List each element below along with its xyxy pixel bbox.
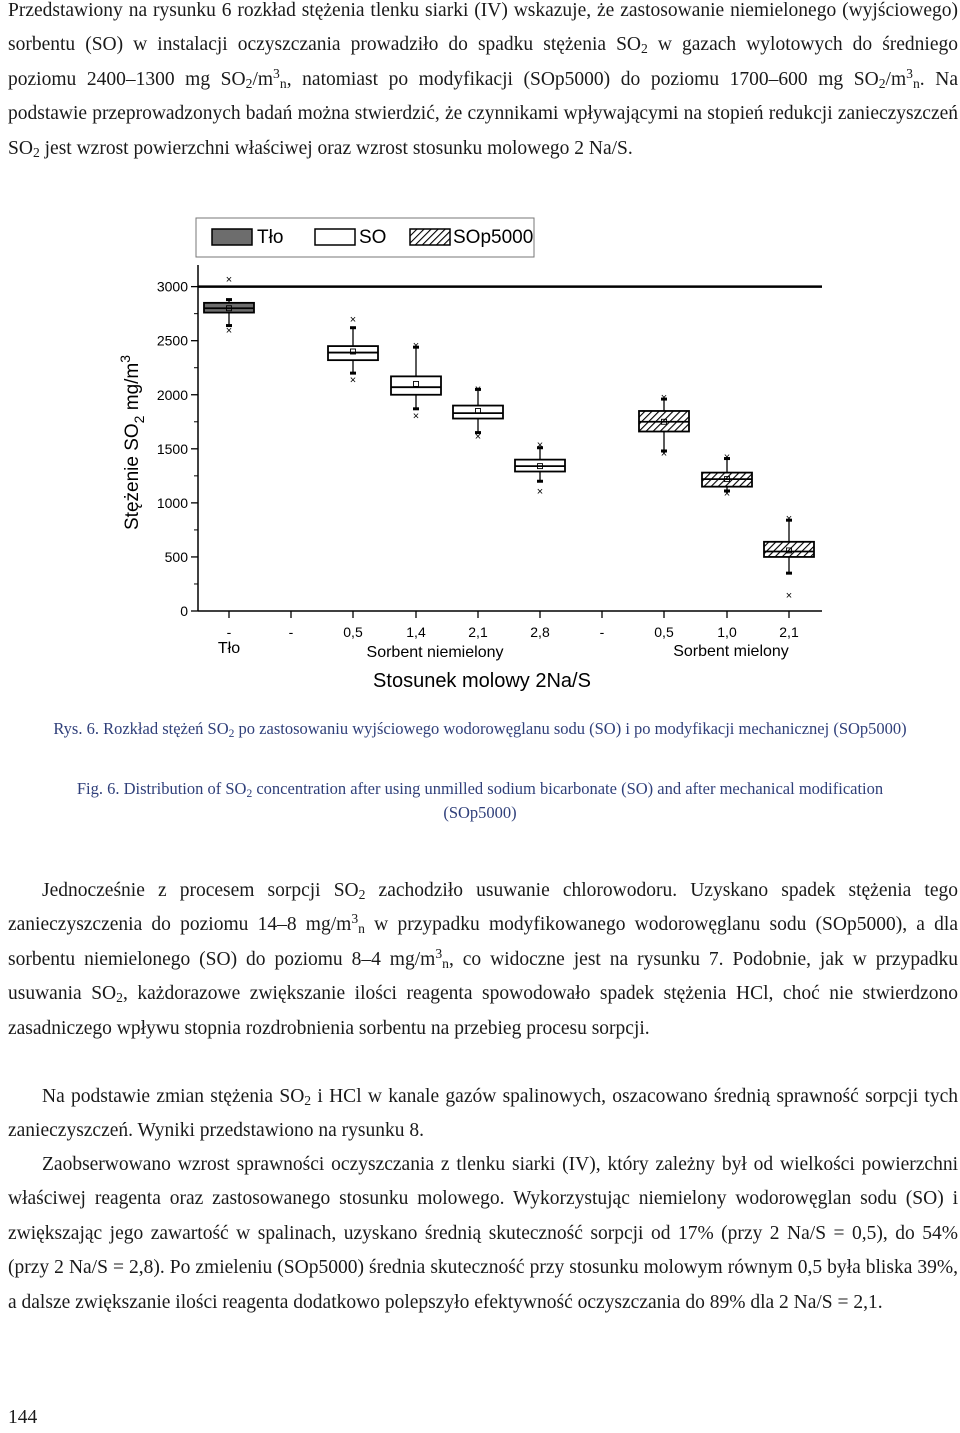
paragraph-intro-run: 2 bbox=[641, 41, 648, 57]
paragraph-hcl-run: , co widoczne jest na rysunku 7. Podobnie, jak w przypadku usuwania SO bbox=[8, 948, 958, 1005]
x-axis-ticks bbox=[227, 611, 799, 640]
caption-pl-run: Rys. 6. Rozkład stężeń SO bbox=[53, 719, 229, 738]
legend-label-sop5000: SOp5000 bbox=[453, 227, 534, 248]
outlier-marker: × bbox=[660, 391, 668, 404]
paragraph-intro-run: w gazach wylotowych do średniego poziomu 2400–1300 mg SO bbox=[8, 34, 959, 90]
paragraph-intro-run: 2 bbox=[878, 75, 886, 91]
box-sop5000-1-0 bbox=[702, 451, 752, 500]
outlier-marker: × bbox=[536, 439, 544, 452]
caption-en-run: concentration after using unmilled sodium bicarbonate (SO) and after mechanical modification (SOp5000) bbox=[252, 779, 884, 822]
box-tło-- bbox=[204, 274, 254, 337]
paragraph-hcl-run: 2 bbox=[358, 887, 366, 902]
box-so-0-5 bbox=[328, 314, 378, 387]
outlier-marker: × bbox=[225, 274, 233, 287]
caption-pl-run: 2 bbox=[228, 728, 235, 740]
paragraph-intro-run: 3 bbox=[273, 65, 280, 81]
x-tick-label: 1,4 bbox=[406, 624, 426, 640]
paragraph-intro-run: Przedstawiony na rysunku 6 rozkład stężenia tlenku siarki (IV) wskazuje, że zastosowanie niemielonego (wyjściowego) sorbentu (SO) w instalacji oczyszczania prowadziło do spadku stężenia SO bbox=[8, 0, 958, 56]
paragraph-hcl-run: , każdorazowe zwiększanie ilości reagenta spowodowało spadek stężenia HCl, choć nie stwierdzono zasadniczego wpływu stopnia rozdrobnienia sorbentu na przebieg procesu sorpcji. bbox=[8, 983, 958, 1039]
x-tick-label: 2,1 bbox=[468, 624, 488, 640]
group-label-tlo: Tło bbox=[217, 640, 241, 657]
box-series bbox=[204, 274, 814, 602]
page-number: 144 bbox=[8, 1407, 38, 1428]
box-so-2-8 bbox=[515, 439, 565, 497]
y-axis-ticks bbox=[157, 279, 198, 619]
legend-swatch-tlo bbox=[212, 229, 252, 245]
group-label-niemielony: Sorbent niemielony bbox=[366, 644, 504, 661]
paragraph-intro-run: jest wzrost powierzchni właściwej oraz wzrost stosunku molowego 2 Na/S. bbox=[39, 137, 633, 159]
outlier-marker: × bbox=[785, 589, 793, 602]
paragraph-hcl-run: 3 bbox=[351, 911, 359, 927]
y-tick-label: 1000 bbox=[156, 494, 188, 511]
outlier-marker: × bbox=[349, 314, 357, 327]
outlier-marker: × bbox=[474, 383, 482, 396]
paragraph-intro-run: , natomiast po modyfikacji (SOp5000) do poziomu 1700–600 mg SO bbox=[286, 68, 879, 90]
outlier-marker: × bbox=[785, 513, 793, 526]
box-body bbox=[764, 542, 814, 557]
outlier-marker: × bbox=[723, 488, 731, 501]
box-so-1-4 bbox=[391, 340, 441, 422]
paragraph-hcl-run: w przypadku modyfikowanego wodorowęglanu sodu (SOp5000), a dla sorbentu niemielonego (SO) do poziomu 8–4 mg/m bbox=[8, 914, 958, 970]
outlier-marker: × bbox=[723, 451, 731, 464]
x-tick-label: 1,0 bbox=[717, 624, 737, 640]
legend-swatch-sop5000 bbox=[410, 229, 450, 245]
paragraph-efficiency-run: i HCl w kanale gazów spalinowych, oszacowano średnią sprawność sorpcji tych zanieczyszczeń. Wyniki przedstawiono na rysunku 8. bbox=[8, 1086, 958, 1142]
x-tick-label: 2,1 bbox=[779, 624, 799, 640]
paragraph-hcl-run: 2 bbox=[116, 990, 123, 1006]
paragraph-efficiency-run: 2 bbox=[304, 1093, 312, 1108]
paragraph-intro-run: 3 bbox=[906, 65, 913, 81]
box-sop5000-2-1 bbox=[764, 513, 814, 602]
y-tick-label: 2500 bbox=[156, 332, 188, 349]
legend-swatch-so bbox=[315, 229, 355, 245]
paragraph-hcl-run: zachodziło usuwanie chlorowodoru. Uzyskano spadek stężenia tego zanieczyszczenia do poziomu 14–8 mg/m bbox=[8, 880, 958, 936]
group-label-mielony: Sorbent mielony bbox=[673, 643, 789, 660]
paragraph-efficiency-run: Na podstawie zmian stężenia SO bbox=[42, 1086, 305, 1107]
figure-caption-pl bbox=[40, 717, 920, 741]
x-tick-label: - bbox=[226, 624, 232, 640]
y-tick-label: 1500 bbox=[156, 440, 188, 457]
caption-en-run: Fig. 6. Distribution of SO bbox=[76, 779, 247, 798]
paragraph-conclusion-run: Zaobserwowano wzrost sprawności oczyszczania z tlenku siarki (IV), który zależny był od wielkości powierzchni właściwej reagenta oraz zastosowanego stosunku molowego. Wykorzystując niemielony wodorowęglan sodu (SO) i zwiększając jego zawartość w spalinach, uzyskano średnią skuteczność sorpcji od 17% (przy 2 Na/S = 0,5), do 54% (przy 2 Na/S = 2,8). Po zmieleniu (SOp5000) średnia skuteczność przy stosunku molowym równym 0,5 była bliska 39%, a dalsze zwiększanie ilości reagenta dodatkowo polepszyło efektywność oczyszczania do 89% dla 2 Na/S = 2,1. bbox=[8, 1154, 958, 1313]
paragraph-hcl bbox=[8, 874, 958, 1046]
paragraph-intro-run: 2 bbox=[245, 75, 253, 91]
outlier-marker: × bbox=[225, 324, 233, 337]
y-tick-label: 3000 bbox=[156, 278, 188, 295]
caption-pl-run: po zastosowaniu wyjściowego wodorowęglanu sodu (SO) i po modyfikacji mechanicznej (SOp5000) bbox=[234, 719, 907, 738]
paragraph-intro-run: n bbox=[912, 75, 920, 91]
paragraph-efficiency bbox=[8, 1080, 958, 1149]
paragraph-intro-run: . Na podstawie przeprowadzonych badań można stwierdzić, że czynnikami wpływającymi na stopień redukcji zanieczyszczeń SO bbox=[8, 68, 959, 159]
caption-en-run: 2 bbox=[246, 788, 253, 800]
y-tick-label: 500 bbox=[164, 548, 188, 565]
figure-caption-en bbox=[40, 777, 920, 825]
outlier-marker: × bbox=[412, 410, 420, 423]
paragraph-intro-run: /m bbox=[885, 68, 907, 90]
paragraph-conclusion bbox=[8, 1148, 958, 1320]
outlier-marker: × bbox=[536, 485, 544, 498]
legend-label-tlo: Tło bbox=[257, 227, 284, 248]
outlier-marker: × bbox=[349, 374, 357, 387]
y-axis-label: Stężenie $SO_2$ $mg/m^3$ bbox=[117, 354, 147, 530]
x-tick-label: - bbox=[599, 624, 605, 640]
paragraph-intro-run: /m bbox=[252, 68, 274, 90]
box-sop5000-0-5 bbox=[639, 392, 689, 460]
legend-label-so: SO bbox=[359, 227, 387, 248]
paragraph-hcl-run: Jednocześnie z procesem sorpcji SO bbox=[42, 880, 359, 901]
x-tick-label: - bbox=[288, 624, 294, 640]
paragraph-intro-run: 2 bbox=[32, 144, 40, 160]
box-body bbox=[391, 376, 441, 394]
paragraph-hcl-run: n bbox=[358, 921, 365, 937]
outlier-marker: × bbox=[474, 430, 482, 443]
x-axis-label: Stosunek molowy 2Na/S bbox=[373, 670, 591, 692]
outlier-marker: × bbox=[660, 448, 668, 461]
paragraph-hcl-run: n bbox=[442, 955, 449, 971]
x-tick-label: 2,8 bbox=[530, 624, 550, 640]
paragraph-hcl-run: 3 bbox=[435, 945, 443, 961]
box-so-2-1 bbox=[453, 383, 503, 443]
box-plot-figure bbox=[110, 210, 830, 700]
x-tick-label: 0,5 bbox=[654, 624, 674, 640]
paragraph-intro bbox=[8, 0, 958, 166]
x-tick-label: 0,5 bbox=[343, 624, 363, 640]
outlier-marker: × bbox=[412, 340, 420, 353]
box-body bbox=[453, 406, 503, 419]
y-tick-label: 2000 bbox=[156, 386, 188, 403]
paragraph-intro-run: n bbox=[279, 75, 287, 91]
legend bbox=[196, 218, 534, 257]
y-tick-label: 0 bbox=[180, 603, 188, 619]
